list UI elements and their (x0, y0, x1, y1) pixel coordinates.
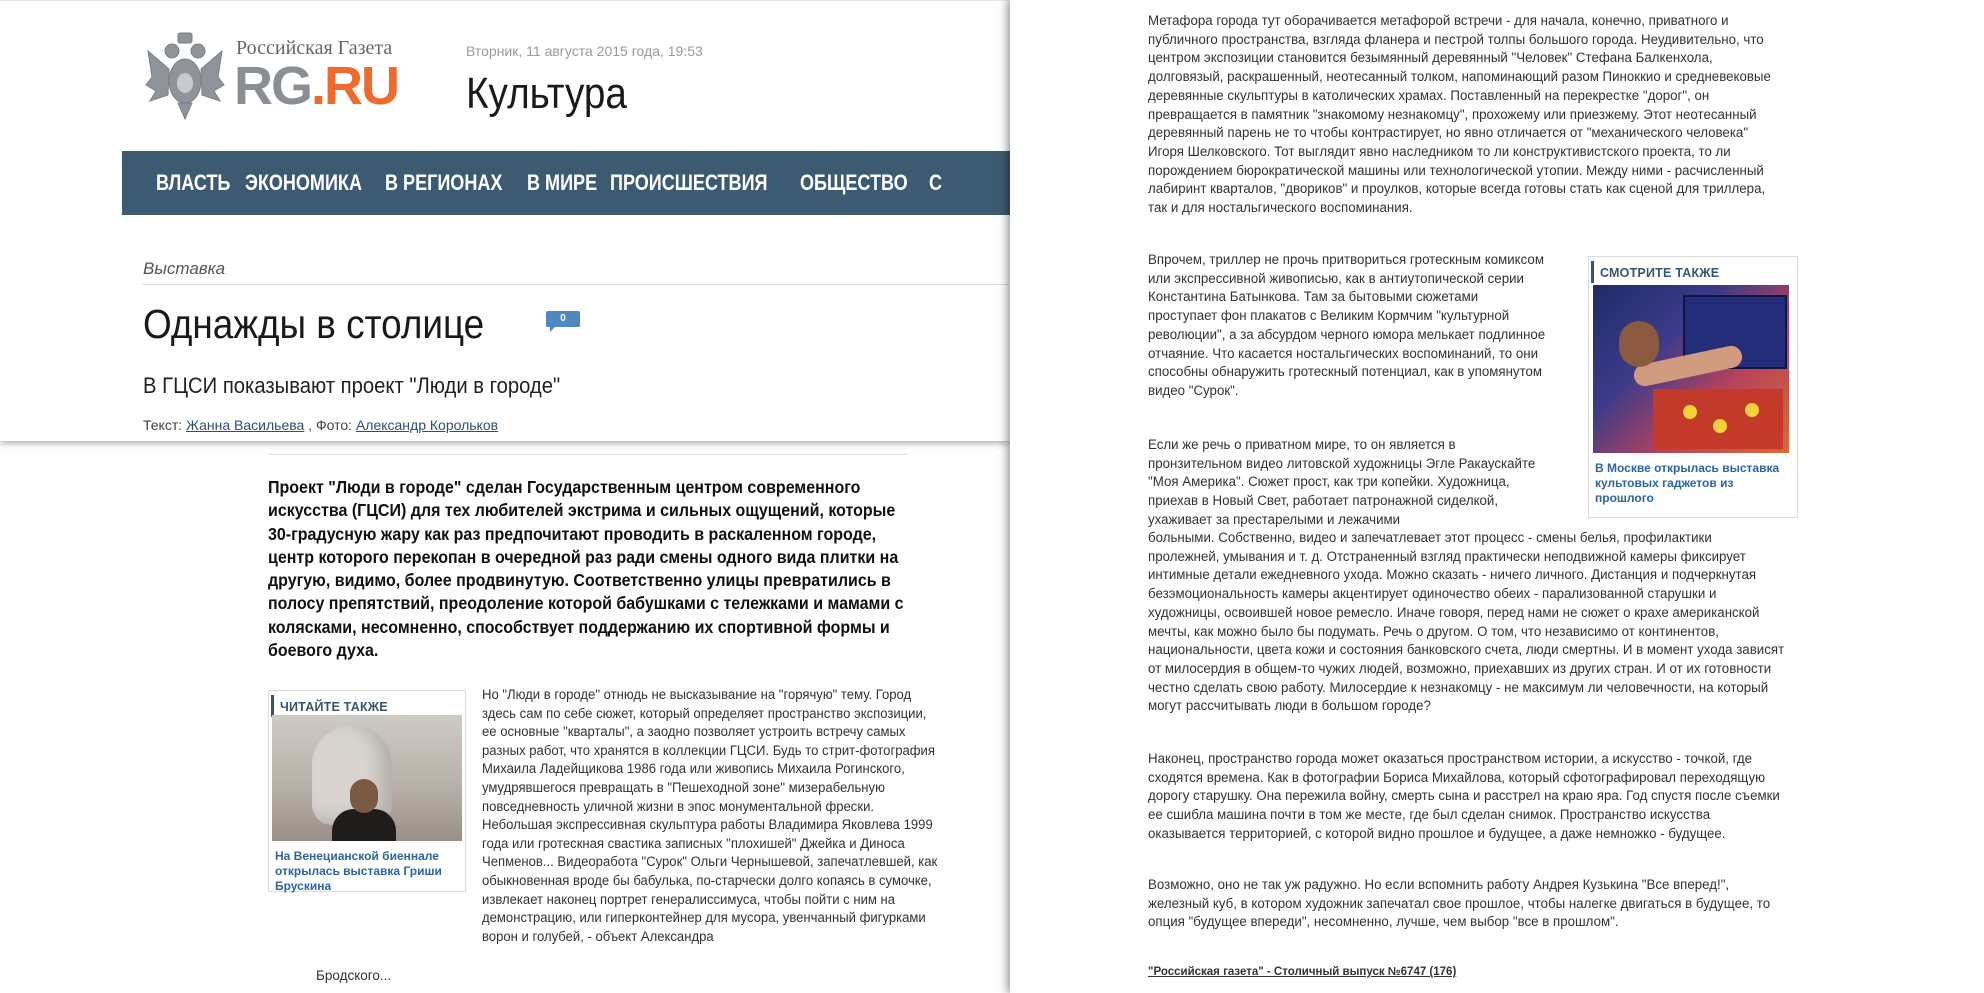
see-also-link[interactable]: В Москве открылась выставка культовых гаджетов из прошлого (1595, 461, 1780, 505)
article-paragraph-tail: Бродского... (316, 968, 392, 983)
nav-item-regions[interactable]: В РЕГИОНАХ (385, 170, 503, 195)
article-rubric[interactable]: Выставка (143, 259, 226, 278)
nav-item-incidents[interactable]: ПРОИСШЕСТВИЯ (610, 170, 768, 195)
article-paragraph: Но "Люди в городе" отнюдь не высказывание на "горячую" тему. Город здесь сам по себе сюжет, который определяет пространство экспозиции, ее основные "кварталы", а заодно позволяет устроить встречу самых разных работ, что хранятся в коллекции ГЦСИ. Будь то стрит-фотография Михаила Ладейщикова 1986 года или живопись Михаила Рогинского, умудрявшегося превращать в "Пешеходной зоне" мизерабельную повседневность уличной жизни в эпос монументальной фрески. Небольшая экспрессивная скульптура работы Владимира Яковлева 1999 года или гротескная свастика записных "плохишей" Джейка и Диноса Чепменов... Видеоработа "Сурок" Ольги Чернышевой, запечатлевшей, как обыкновенная вроде бы бабулька, по-старчески долго копаясь в сумочке, извлекает наконец портрет генералиссимуса, чтобы пойти с ним на демонстрацию, или гиперконтейнер для мусора, увенчанный фигурками ворон и голубей, - объект Александра (482, 687, 938, 944)
site-logo[interactable] (234, 56, 399, 116)
article-headline: Однажды в столице (143, 301, 485, 347)
nav-item-truncated[interactable]: С (929, 170, 943, 195)
person-body-shape (332, 809, 396, 841)
article-credits: Текст: Жанна Васильева , Фото: Александр Корольков (143, 417, 499, 433)
page-date: Вторник, 11 августа 2015 года, 19:53 (466, 43, 703, 59)
see-also-heading: СМОТРИТЕ ТАКЖЕ (1591, 261, 1797, 283)
article-paragraph: Если же речь о приватном мире, то он является в пронзительном видео литовской художницы Эгле Ракаускайте "Моя Америка". Сюжет прост, как три копейки. Художница, приехав в Новый Свет, работает патронажной сиделкой, ухаживает за престарелыми и лежачими (1148, 437, 1536, 527)
read-also-box[interactable] (268, 690, 466, 892)
article-subtitle: В ГЦСИ показывают проект "Люди в городе" (143, 373, 561, 398)
article-paragraph: больными. Собственно, видео и запечатлевает этот процесс - смены белья, профилактики пролежней, умывания и т. д. Отстраненный взгляд практически неподвижной камеры фиксирует интимные детали ежедневного ухода. Можно сказать - ничего личного. Дистанция и подчеркнутая безэмоциональность камеры акцентирует одиночество обеих - парализованной старушки и художницы, освоившей новое ремесло. Иначе говоря, перед нами не сюжет о крахе американской мечты, как можно было бы подумать. Речь о другом. О том, что независимо от континентов, национальности, цвета кожи и состояния банковского счета, люди смертны. И в момент ухода зависят от милосердия в общем-то чужих людей, возможно, приехавших из других стран. И от их готовности честно сделать свою работу. Милосердие к незнакомцу - не максимум ли человечности, на который могут рассчитывать люди в большом городе? (1148, 530, 1785, 714)
read-also-photo[interactable] (272, 715, 462, 841)
section-title[interactable]: Культура (466, 69, 627, 118)
arcade-button-shape (1745, 403, 1759, 417)
article-continuation-panel (1010, 0, 1984, 993)
photographer-link[interactable]: Александр Корольков (355, 417, 499, 433)
logo-rg: RG (234, 56, 311, 116)
person-head-shape (350, 779, 378, 813)
source-link[interactable]: "Российская газета" - Столичный выпуск №6747 (176) (1148, 966, 1457, 978)
divider (268, 454, 908, 455)
site-header-panel (0, 0, 1010, 441)
arcade-button-shape (1683, 405, 1697, 419)
author-link[interactable]: Жанна Васильева (186, 417, 305, 433)
nav-item-economy[interactable]: ЭКОНОМИКА (244, 170, 362, 195)
person-head-shape (1619, 321, 1659, 367)
article-paragraph: Впрочем, триллер не прочь притвориться гротескным комиксом или экспрессивной живописью, как в антиутопической серии Константина Батынкова. Там за бытовыми сюжетами проступает фон плакатов с Великим Кормчим "культурной революции", а за абсурдом черного юмора мелькает подлинное отчаяние. Что касается ностальгических воспоминаний, то они способны обнаружить гротескный потенциал, как в упомянутом видео "Сурок". (1148, 252, 1546, 398)
see-also-box[interactable] (1588, 256, 1798, 518)
logo-ru: RU (324, 56, 399, 116)
arcade-button-shape (1713, 419, 1727, 433)
read-also-heading: ЧИТАЙТЕ ТАКЖЕ (271, 695, 465, 717)
nav-item-world[interactable]: В МИРЕ (526, 170, 597, 195)
nav-item-society[interactable]: ОБЩЕСТВО (800, 170, 908, 195)
rubric-divider (143, 284, 1008, 285)
article-paragraph: Наконец, пространство города может оказаться пространством истории, а искусство - точкой, где сходятся времена. Как в фотографии Бориса Михайлова, который сфотографировал переходящую дорогу старушку. Она пережила войну, смерть сына и расстрел на краю яра. Год спустя после съемки ее сшибла машина почти в том же месте, где был сделан снимок. Пространство искусства оказывается территорией, с которой видно прошлое и будущее, а даже немножко - будущее. (1148, 751, 1780, 841)
logo-dot: . (311, 56, 325, 116)
article-paragraph: Метафора города тут оборачивается метафорой встречи - для начала, конечно, приватного и публичного пространства, взгляда фланера и пестрой толпы большого города. Неудивительно, что центром экспозиции становится безымянный деревянный "Человек" Стефана Балкенхола, долговязый, раскрашенный, неотесанный толком, напоминающий разом Пиноккио и средневековые деревянные скульптуры в католических храмах. Поставленный на перекрестке "дорог", он превращается в памятник "знакомому незнакомцу", прохожему или приезжему. Этот неотесанный деревянный парень не то чтобы контрастирует, но явно отличается от "механического человека" Игоря Шелковского. Тот выглядит явно наследником то ли конструктивистского проекта, то ли порождением бюрократической машины или технологической утопии. Между ними - расчисленный лабиринт кварталов, "двориков" и проулков, которые всегда готовы стать как сценой для триллера, так и для ностальгического воспоминания. (1148, 13, 1771, 216)
article-paragraph: Возможно, оно не так уж радужно. Но если вспомнить работу Андрея Кузькина "Все вперед!", железный куб, в котором художник запечатал свое прошлое, чтобы налегке двигаться в будущее, то опция "будущее впереди", несомненно, лучше, чем выбор "все в прошлом". (1148, 877, 1771, 930)
see-also-photo[interactable] (1593, 285, 1789, 453)
main-nav (122, 151, 1010, 215)
brand-name: Российская Газета (236, 37, 393, 59)
article-lead: Проект "Люди в городе" сделан Государственным центром современного искусства (ГЦСИ) для тех любителей экстрима и сильных ощущений, которые 30-градусную жару как раз предпочитают проводить в раскаленном городе, центр которого перекопан в очередной раз ради смены одного вида плитки на другую, видимо, более продвинутую. Соответственно улицы превратились в полосу препятствий, преодоление которой бабушками с тележками и мамами с колясками, несомненно, способствует поддержанию их спортивной формы и боевого духа. (268, 477, 904, 661)
article-body-panel (0, 440, 1010, 993)
comments-count-badge[interactable]: 0 (546, 311, 580, 327)
read-also-link[interactable]: На Венецианской биеннале открылась выставка Гриши Брускина (275, 849, 442, 893)
coat-of-arms-logo[interactable] (142, 29, 228, 123)
nav-item-vlast[interactable]: ВЛАСТЬ (156, 170, 231, 195)
